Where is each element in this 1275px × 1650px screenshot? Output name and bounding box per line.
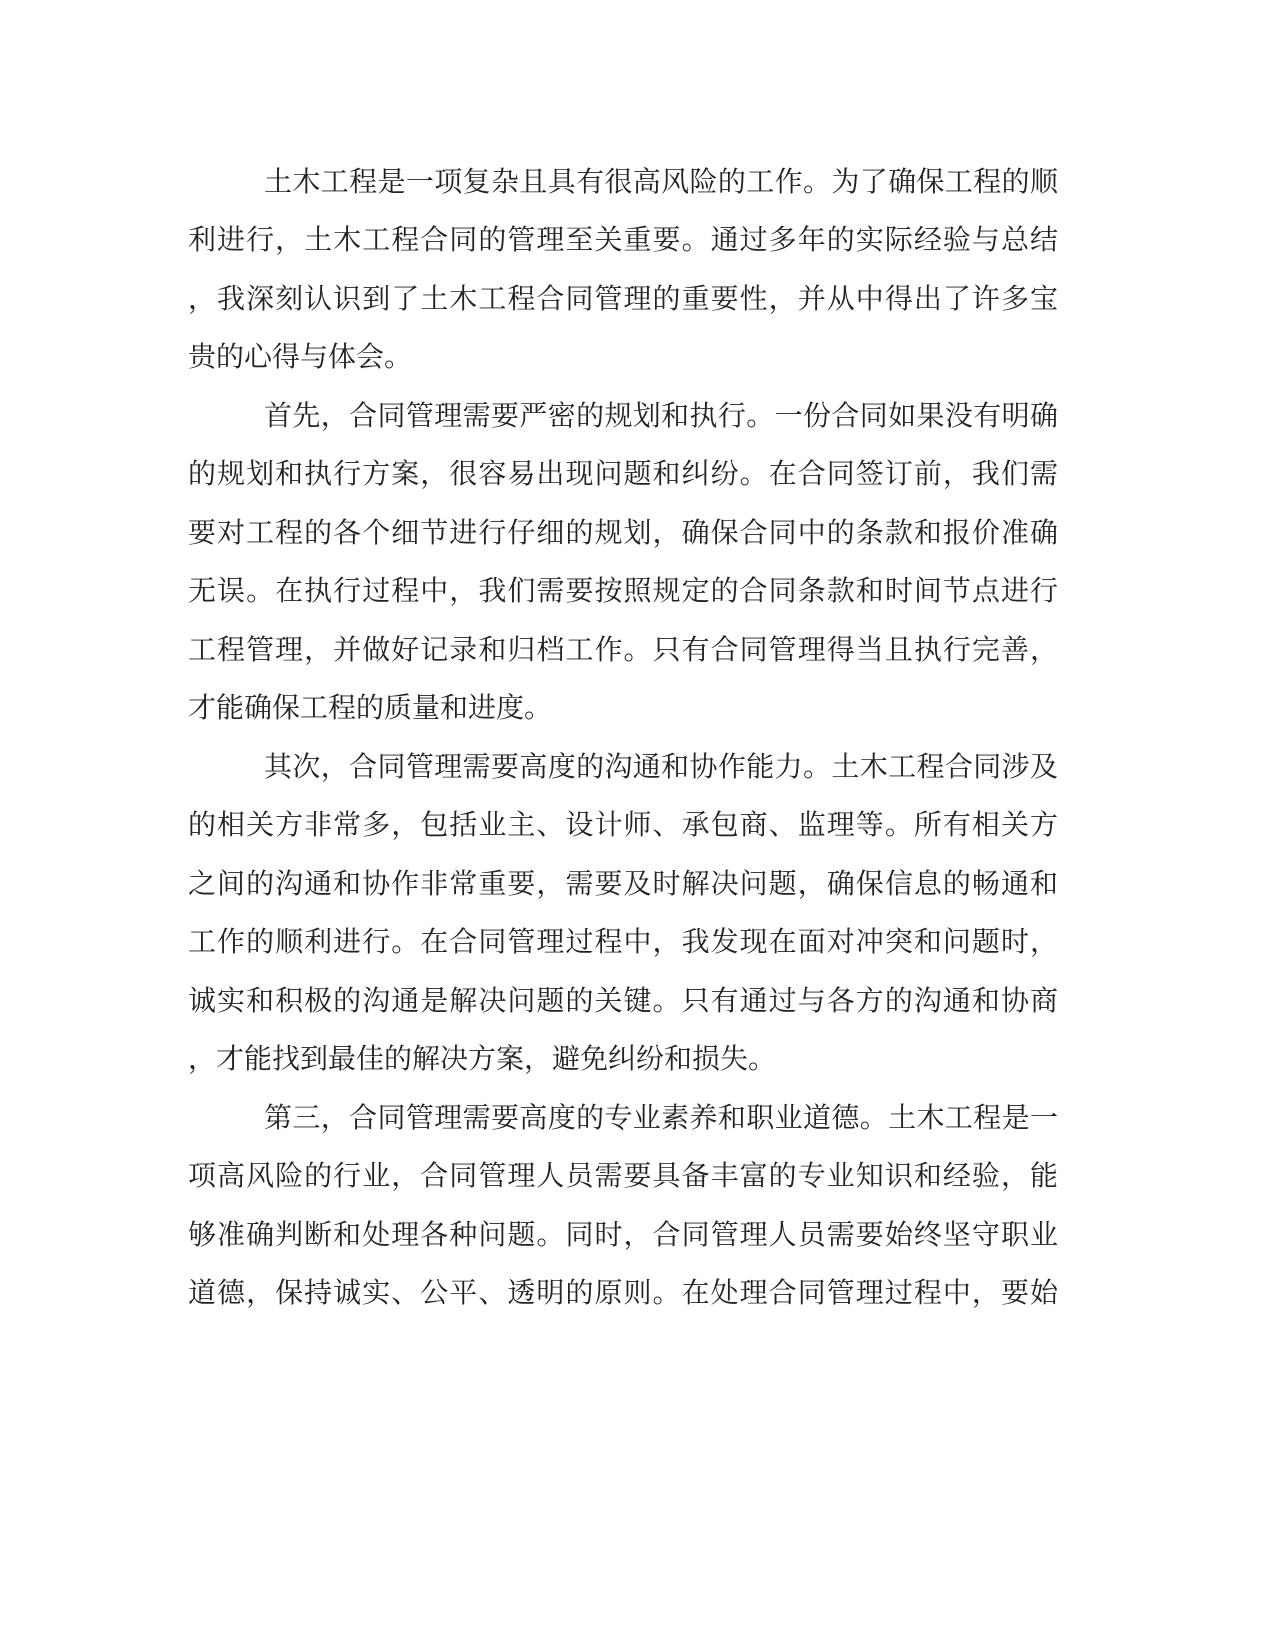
- text-line: 道德，保持诚实、公平、透明的原则。在处理合同管理过程中，要始: [188, 1276, 1058, 1309]
- text-line: 贵的心得与体会。: [188, 340, 413, 373]
- text-line: 其次，合同管理需要高度的沟通和协作能力。土木工程合同涉及: [264, 750, 1058, 783]
- text-line: 要对工程的各个细节进行仔细的规划，确保合同中的条款和报价准确: [188, 516, 1058, 549]
- text-line: 第三，合同管理需要高度的专业素养和职业道德。土木工程是一: [264, 1101, 1058, 1134]
- text-line: 项高风险的行业，合同管理人员需要具备丰富的专业知识和经验，能: [188, 1159, 1058, 1192]
- text-line: 无误。在执行过程中，我们需要按照规定的合同条款和时间节点进行: [188, 574, 1058, 607]
- text-line: 之间的沟通和协作非常重要，需要及时解决问题，确保信息的畅通和: [188, 867, 1058, 900]
- text-line: 利进行，土木工程合同的管理至关重要。通过多年的实际经验与总结: [188, 223, 1058, 256]
- text-line: 工程管理，并做好记录和归档工作。只有合同管理得当且执行完善，: [188, 633, 1058, 666]
- text-line: 土木工程是一项复杂且具有很高风险的工作。为了确保工程的顺: [264, 165, 1058, 198]
- text-line: 够准确判断和处理各种问题。同时，合同管理人员需要始终坚守职业: [188, 1218, 1058, 1251]
- text-line: 的规划和执行方案，很容易出现问题和纠纷。在合同签订前，我们需: [188, 457, 1058, 490]
- text-line: 才能确保工程的质量和进度。: [188, 691, 553, 724]
- text-line: 首先，合同管理需要严密的规划和执行。一份合同如果没有明确: [264, 399, 1058, 432]
- text-line: ，才能找到最佳的解决方案，避免纠纷和损失。: [188, 1042, 777, 1075]
- text-line: 诚实和积极的沟通是解决问题的关键。只有通过与各方的沟通和协商: [188, 984, 1058, 1017]
- text-line: 的相关方非常多，包括业主、设计师、承包商、监理等。所有相关方: [188, 808, 1058, 841]
- text-line: 工作的顺利进行。在合同管理过程中，我发现在面对冲突和问题时，: [188, 925, 1058, 958]
- text-line: ，我深刻认识到了土木工程合同管理的重要性，并从中得出了许多宝: [188, 282, 1058, 315]
